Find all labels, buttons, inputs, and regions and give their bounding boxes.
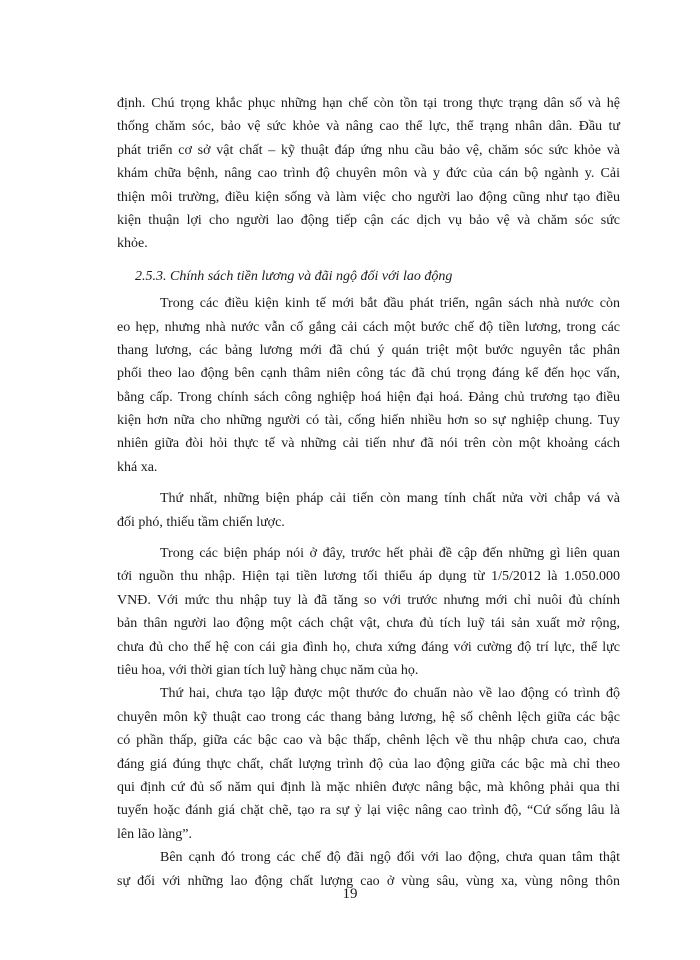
text-line: kiện thuận lợi cho người lao động tiếp cận các dịch vụ bảo vệ và chăm sóc sức (117, 212, 620, 228)
text-line: Thứ nhất, những biện pháp cải tiến còn mang tính chất nửa vời chắp vá và (160, 491, 620, 507)
text-line: bằng cấp. Trong chính sách công nghiệp hoá hiện đại hoá. Đảng chủ trương tạo điều (117, 389, 620, 405)
text-line: Trong các biện pháp nói ở đây, trước hết phải đề cập đến những gì liên quan (160, 546, 620, 562)
text-line: Trong các điều kiện kinh tế mới bắt đầu phát triển, ngân sách nhà nước còn (160, 296, 620, 312)
text-line: định. Chú trọng khắc phục những hạn chế còn tồn tại trong thực trạng dân số và hệ (117, 96, 620, 111)
text-line: thống chăm sóc, bảo vệ sức khỏe và nâng cao thể lực, thể trạng nhân dân. Đầu tư (117, 119, 620, 135)
text-line: có phần thấp, giữa các bậc cao và bậc thấp, chênh lệch về thu nhập chưa cao, chưa (117, 733, 620, 749)
text-line: lên lão làng”. (117, 826, 193, 842)
text-line: phát triển cơ sở vật chất – kỹ thuật đáp ứng nhu cầu bảo vệ, chăm sóc sức khỏe và (117, 142, 620, 158)
text-line: chưa đủ cho thế hệ con cái gia đình họ, chưa xứng đáng với cường độ trí lực, thể lực (117, 639, 620, 655)
text-line: bản thân người lao động một cách chật vật, chưa đủ tích luỹ tái sản xuất mở rộng, (117, 616, 620, 632)
text-line: thiện môi trường, điều kiện sống và làm việc cho người lao động cũng như tạo điều (117, 189, 620, 205)
text-line: khá xa. (117, 459, 158, 475)
paragraph (117, 92, 620, 256)
paragraph (117, 682, 620, 846)
paragraph (117, 292, 620, 479)
text-line: khỏe. (117, 236, 148, 252)
text-line: Thứ hai, chưa tạo lập được một thước đo chuẩn nào về lao động có trình độ (160, 686, 620, 702)
text-line: thang lương, các bảng lương mới đã chú ý quán triệt một bước nguyên tắc phân (117, 342, 620, 358)
text-line: đáng giá đúng thực chất, chất lượng trình độ của lao động giữa các bậc mà chỉ theo (117, 756, 620, 772)
text-line: VNĐ. Với mức thu nhập tuy là đã tăng so với trước nhưng mới chỉ nuôi đủ chính (117, 592, 620, 608)
page-number: 19 (342, 886, 358, 902)
text-line: eo hẹp, nhưng nhà nước vẫn cố gắng cải cách một bước chế độ tiền lương, trong các (117, 319, 620, 335)
text-line: phối theo lao động bên cạnh thâm niên công tác đã chú trọng đáng kể đến học vấn, (117, 366, 620, 382)
text-line: tiêu hoa, với thời gian tích luỹ hàng chục năm của họ. (117, 662, 419, 678)
text-line: Bên cạnh đó trong các chế độ đãi ngộ đối với lao động, chưa quan tâm thật (160, 850, 620, 866)
text-line: kiện hơn nữa cho những người có tài, cống hiến nhiều hơn so sự nghiệp chung. Tuy (117, 413, 620, 429)
text-line: đối phó, thiếu tầm chiến lược. (117, 514, 285, 530)
paragraph (117, 487, 620, 534)
text-line: tới nguồn thu nhập. Hiện tại tiền lương tối thiểu áp dụng từ 1/5/2012 là 1.050.000 (117, 569, 620, 585)
text-line: khám chữa bệnh, nâng cao trình độ chuyên môn và y đức của cán bộ ngành y. Cải (117, 166, 620, 182)
text-line: tuyển hoặc đánh giá chặt chẽ, tạo ra sự ỷ lại việc nâng cao trình độ, “Cứ sống lâu là (117, 803, 620, 819)
document-page (117, 92, 620, 893)
text-line: nhiên giữa đòi hỏi thực tế và những cải tiến như đã nói trên còn một khoảng cách (117, 436, 620, 452)
text-line: sự đối với những lao động chất lượng cao ở vùng sâu, vùng xa, vùng nông thôn (117, 873, 620, 889)
text-line: chuyên môn kỹ thuật cao trong các thang bảng lương, hệ số chênh lệch giữa các bậc (117, 709, 620, 725)
text-line: qui định cứ đủ số năm qui định là mặc nhiên được nâng bậc, mà không phải qua thi (117, 779, 620, 795)
section-heading: 2.5.3. Chính sách tiền lương và đãi ngộ đối với lao động (135, 268, 453, 284)
paragraph (117, 542, 620, 682)
